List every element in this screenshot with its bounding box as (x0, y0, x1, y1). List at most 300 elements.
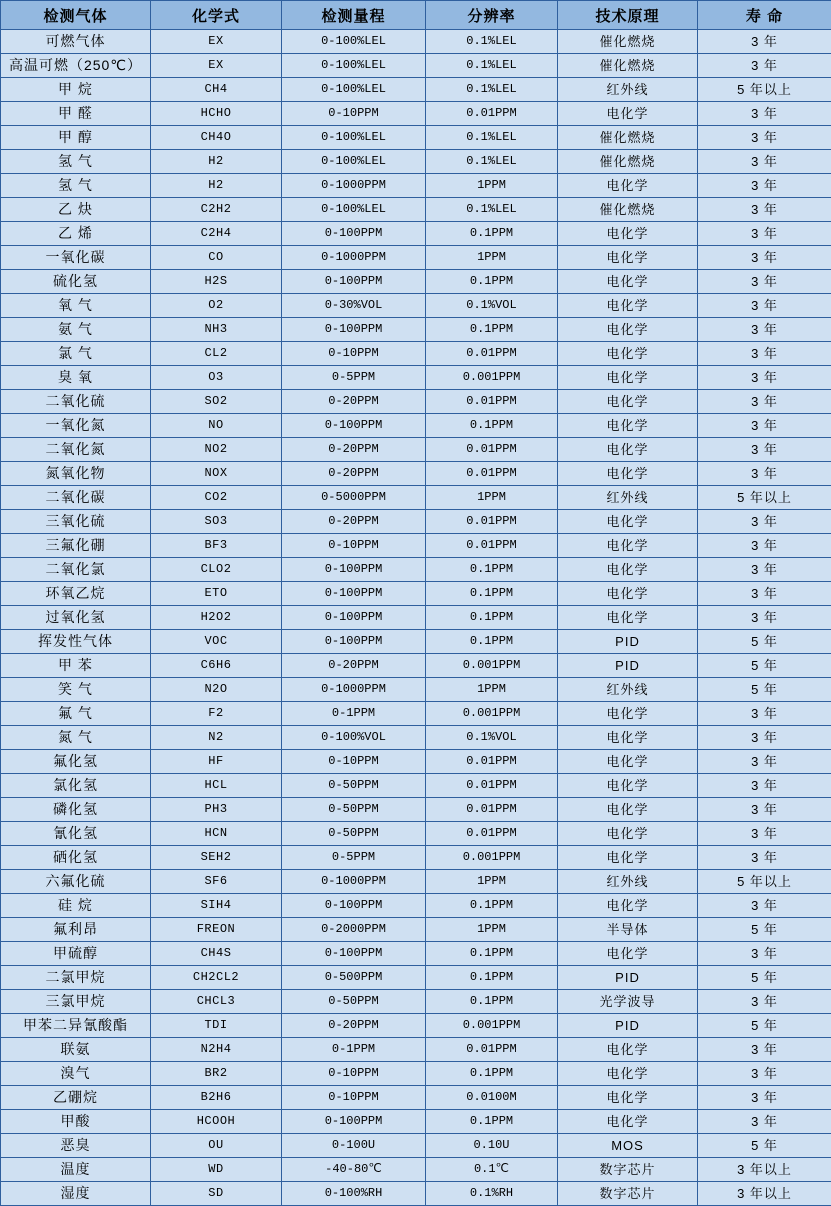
cell-lifespan: 5 年以上 (698, 486, 831, 510)
cell-resolution: 0.1%VOL (426, 294, 558, 318)
table-row (1, 822, 831, 846)
cell-lifespan: 3 年 (698, 222, 831, 246)
cell-lifespan: 5 年 (698, 966, 831, 990)
cell-lifespan: 3 年 (698, 102, 831, 126)
cell-technical-principle: 电化学 (558, 294, 698, 318)
table-row (1, 222, 831, 246)
column-header-gas-name: 检测气体 (1, 1, 151, 30)
cell-chemical-formula: VOC (151, 630, 282, 654)
cell-detection-range: -40-80℃ (282, 1158, 426, 1182)
cell-resolution: 0.001PPM (426, 846, 558, 870)
cell-resolution: 0.01PPM (426, 750, 558, 774)
table-row (1, 366, 831, 390)
cell-detection-range: 0-100%RH (282, 1182, 426, 1206)
cell-lifespan: 3 年 (698, 726, 831, 750)
cell-chemical-formula: SF6 (151, 870, 282, 894)
cell-lifespan: 5 年 (698, 1134, 831, 1158)
table-row (1, 1038, 831, 1062)
cell-technical-principle: PID (558, 966, 698, 990)
table-row (1, 942, 831, 966)
cell-lifespan: 3 年 (698, 126, 831, 150)
table-row (1, 510, 831, 534)
table-row (1, 966, 831, 990)
cell-technical-principle: 电化学 (558, 582, 698, 606)
cell-chemical-formula: H2S (151, 270, 282, 294)
cell-gas-name: 甲酸 (1, 1110, 151, 1134)
cell-chemical-formula: CO2 (151, 486, 282, 510)
cell-technical-principle: 电化学 (558, 246, 698, 270)
cell-lifespan: 3 年 (698, 606, 831, 630)
cell-chemical-formula: WD (151, 1158, 282, 1182)
cell-resolution: 0.1PPM (426, 582, 558, 606)
cell-technical-principle: 催化燃烧 (558, 54, 698, 78)
cell-resolution: 0.1%LEL (426, 54, 558, 78)
cell-technical-principle: 电化学 (558, 1062, 698, 1086)
cell-gas-name: 甲 醛 (1, 102, 151, 126)
cell-technical-principle: 电化学 (558, 798, 698, 822)
cell-detection-range: 0-1000PPM (282, 174, 426, 198)
cell-resolution: 0.1PPM (426, 606, 558, 630)
cell-technical-principle: 电化学 (558, 726, 698, 750)
cell-technical-principle: PID (558, 654, 698, 678)
cell-lifespan: 3 年 (698, 246, 831, 270)
cell-lifespan: 3 年 (698, 702, 831, 726)
cell-detection-range: 0-100%VOL (282, 726, 426, 750)
cell-gas-name: 恶臭 (1, 1134, 151, 1158)
cell-gas-name: 氰化氢 (1, 822, 151, 846)
table-row (1, 846, 831, 870)
cell-technical-principle: 电化学 (558, 1038, 698, 1062)
cell-gas-name: 氮 气 (1, 726, 151, 750)
cell-lifespan: 3 年 (698, 318, 831, 342)
cell-resolution: 0.01PPM (426, 102, 558, 126)
table-row (1, 750, 831, 774)
cell-technical-principle: 红外线 (558, 486, 698, 510)
cell-technical-principle: 电化学 (558, 342, 698, 366)
table-row (1, 678, 831, 702)
cell-chemical-formula: H2 (151, 174, 282, 198)
cell-technical-principle: 电化学 (558, 438, 698, 462)
table-row (1, 30, 831, 54)
cell-detection-range: 0-100PPM (282, 894, 426, 918)
cell-gas-name: 三氧化硫 (1, 510, 151, 534)
cell-technical-principle: 电化学 (558, 774, 698, 798)
cell-detection-range: 0-100PPM (282, 630, 426, 654)
cell-technical-principle: 电化学 (558, 846, 698, 870)
table-row (1, 78, 831, 102)
cell-detection-range: 0-50PPM (282, 774, 426, 798)
cell-chemical-formula: HF (151, 750, 282, 774)
cell-resolution: 0.1%RH (426, 1182, 558, 1206)
cell-resolution: 0.1PPM (426, 1062, 558, 1086)
cell-lifespan: 3 年 (698, 390, 831, 414)
cell-gas-name: 甲 苯 (1, 654, 151, 678)
cell-lifespan: 3 年 (698, 942, 831, 966)
cell-detection-range: 0-100PPM (282, 222, 426, 246)
table-row (1, 870, 831, 894)
table-row (1, 558, 831, 582)
cell-gas-name: 三氯甲烷 (1, 990, 151, 1014)
cell-chemical-formula: CH4O (151, 126, 282, 150)
table-row (1, 918, 831, 942)
cell-resolution: 0.1PPM (426, 270, 558, 294)
cell-gas-name: 硅 烷 (1, 894, 151, 918)
cell-technical-principle: 红外线 (558, 870, 698, 894)
cell-chemical-formula: NO2 (151, 438, 282, 462)
cell-lifespan: 3 年 (698, 798, 831, 822)
cell-gas-name: 磷化氢 (1, 798, 151, 822)
table-row (1, 1014, 831, 1038)
cell-chemical-formula: EX (151, 54, 282, 78)
cell-gas-name: 氧 气 (1, 294, 151, 318)
cell-resolution: 0.1PPM (426, 318, 558, 342)
cell-lifespan: 5 年以上 (698, 870, 831, 894)
cell-resolution: 0.01PPM (426, 342, 558, 366)
cell-chemical-formula: SIH4 (151, 894, 282, 918)
cell-resolution: 0.001PPM (426, 1014, 558, 1038)
cell-technical-principle: 电化学 (558, 510, 698, 534)
cell-chemical-formula: CL2 (151, 342, 282, 366)
table-row (1, 774, 831, 798)
cell-gas-name: 二氧化氮 (1, 438, 151, 462)
cell-chemical-formula: PH3 (151, 798, 282, 822)
cell-technical-principle: 光学波导 (558, 990, 698, 1014)
cell-detection-range: 0-1PPM (282, 702, 426, 726)
cell-lifespan: 3 年 (698, 30, 831, 54)
cell-gas-name: 硫化氢 (1, 270, 151, 294)
cell-detection-range: 0-20PPM (282, 390, 426, 414)
cell-detection-range: 0-5000PPM (282, 486, 426, 510)
cell-lifespan: 5 年 (698, 1014, 831, 1038)
cell-resolution: 1PPM (426, 870, 558, 894)
cell-resolution: 1PPM (426, 486, 558, 510)
cell-detection-range: 0-100%LEL (282, 198, 426, 222)
table-row (1, 702, 831, 726)
cell-gas-name: 二氧化碳 (1, 486, 151, 510)
cell-resolution: 0.10U (426, 1134, 558, 1158)
cell-resolution: 0.1%LEL (426, 198, 558, 222)
table-row (1, 1182, 831, 1206)
cell-resolution: 0.1PPM (426, 966, 558, 990)
cell-resolution: 0.1%LEL (426, 30, 558, 54)
cell-detection-range: 0-20PPM (282, 510, 426, 534)
cell-resolution: 0.01PPM (426, 822, 558, 846)
cell-technical-principle: 催化燃烧 (558, 198, 698, 222)
cell-detection-range: 0-1PPM (282, 1038, 426, 1062)
cell-gas-name: 二氧化氯 (1, 558, 151, 582)
cell-lifespan: 3 年 (698, 198, 831, 222)
table-row (1, 1158, 831, 1182)
cell-resolution: 0.1%LEL (426, 150, 558, 174)
cell-lifespan: 3 年 (698, 558, 831, 582)
cell-chemical-formula: FREON (151, 918, 282, 942)
cell-chemical-formula: N2O (151, 678, 282, 702)
cell-technical-principle: 电化学 (558, 606, 698, 630)
cell-gas-name: 乙 炔 (1, 198, 151, 222)
cell-resolution: 1PPM (426, 918, 558, 942)
cell-gas-name: 氟利昂 (1, 918, 151, 942)
cell-resolution: 1PPM (426, 246, 558, 270)
cell-detection-range: 0-100PPM (282, 942, 426, 966)
cell-detection-range: 0-20PPM (282, 1014, 426, 1038)
cell-detection-range: 0-10PPM (282, 102, 426, 126)
cell-technical-principle: 电化学 (558, 174, 698, 198)
table-row (1, 1110, 831, 1134)
cell-resolution: 0.001PPM (426, 654, 558, 678)
cell-lifespan: 3 年 (698, 1062, 831, 1086)
cell-lifespan: 3 年 (698, 438, 831, 462)
cell-gas-name: 乙 烯 (1, 222, 151, 246)
table-row (1, 342, 831, 366)
cell-gas-name: 过氧化氢 (1, 606, 151, 630)
table-row (1, 894, 831, 918)
table-row (1, 318, 831, 342)
cell-chemical-formula: NO (151, 414, 282, 438)
header-row (1, 1, 831, 30)
cell-gas-name: 氢 气 (1, 150, 151, 174)
cell-gas-name: 甲苯二异氰酸酯 (1, 1014, 151, 1038)
cell-technical-principle: 电化学 (558, 366, 698, 390)
cell-chemical-formula: H2 (151, 150, 282, 174)
cell-chemical-formula: CHCL3 (151, 990, 282, 1014)
cell-gas-name: 氯化氢 (1, 774, 151, 798)
cell-resolution: 0.01PPM (426, 774, 558, 798)
cell-technical-principle: 电化学 (558, 534, 698, 558)
cell-detection-range: 0-10PPM (282, 1086, 426, 1110)
cell-chemical-formula: N2 (151, 726, 282, 750)
cell-resolution: 0.1PPM (426, 894, 558, 918)
table-row (1, 270, 831, 294)
column-header-chemical-formula: 化学式 (151, 1, 282, 30)
cell-detection-range: 0-100PPM (282, 582, 426, 606)
cell-gas-name: 甲硫醇 (1, 942, 151, 966)
cell-resolution: 0.1PPM (426, 630, 558, 654)
cell-technical-principle: 电化学 (558, 414, 698, 438)
cell-gas-name: 二氯甲烷 (1, 966, 151, 990)
cell-chemical-formula: C6H6 (151, 654, 282, 678)
cell-detection-range: 0-100%LEL (282, 78, 426, 102)
cell-lifespan: 3 年 (698, 342, 831, 366)
table-header (1, 1, 831, 30)
cell-gas-name: 环氧乙烷 (1, 582, 151, 606)
table-row (1, 102, 831, 126)
cell-chemical-formula: CH4 (151, 78, 282, 102)
cell-chemical-formula: SD (151, 1182, 282, 1206)
cell-detection-range: 0-100PPM (282, 414, 426, 438)
cell-chemical-formula: CLO2 (151, 558, 282, 582)
cell-chemical-formula: CH2CL2 (151, 966, 282, 990)
cell-detection-range: 0-100U (282, 1134, 426, 1158)
table-row (1, 630, 831, 654)
cell-chemical-formula: HCL (151, 774, 282, 798)
cell-chemical-formula: H2O2 (151, 606, 282, 630)
cell-lifespan: 3 年 (698, 774, 831, 798)
cell-technical-principle: 电化学 (558, 1086, 698, 1110)
cell-resolution: 0.001PPM (426, 702, 558, 726)
cell-detection-range: 0-10PPM (282, 1062, 426, 1086)
cell-technical-principle: 红外线 (558, 678, 698, 702)
cell-chemical-formula: HCHO (151, 102, 282, 126)
cell-technical-principle: PID (558, 630, 698, 654)
cell-chemical-formula: OU (151, 1134, 282, 1158)
table-row (1, 390, 831, 414)
cell-detection-range: 0-50PPM (282, 990, 426, 1014)
cell-technical-principle: MOS (558, 1134, 698, 1158)
table-row (1, 126, 831, 150)
column-header-resolution: 分辨率 (426, 1, 558, 30)
cell-technical-principle: 电化学 (558, 390, 698, 414)
cell-chemical-formula: ETO (151, 582, 282, 606)
cell-lifespan: 3 年 (698, 822, 831, 846)
table-row (1, 150, 831, 174)
cell-gas-name: 温度 (1, 1158, 151, 1182)
cell-technical-principle: 催化燃烧 (558, 150, 698, 174)
cell-gas-name: 氟 气 (1, 702, 151, 726)
cell-resolution: 0.01PPM (426, 462, 558, 486)
cell-technical-principle: 半导体 (558, 918, 698, 942)
cell-detection-range: 0-20PPM (282, 654, 426, 678)
cell-gas-name: 六氟化硫 (1, 870, 151, 894)
cell-gas-name: 臭 氧 (1, 366, 151, 390)
cell-lifespan: 3 年 (698, 1038, 831, 1062)
cell-technical-principle: 电化学 (558, 102, 698, 126)
cell-gas-name: 一氧化碳 (1, 246, 151, 270)
cell-gas-name: 氨 气 (1, 318, 151, 342)
cell-chemical-formula: SEH2 (151, 846, 282, 870)
cell-technical-principle: 数字芯片 (558, 1182, 698, 1206)
cell-detection-range: 0-100PPM (282, 270, 426, 294)
cell-detection-range: 0-100%LEL (282, 54, 426, 78)
cell-lifespan: 3 年 (698, 582, 831, 606)
cell-chemical-formula: TDI (151, 1014, 282, 1038)
cell-lifespan: 3 年 (698, 270, 831, 294)
cell-gas-name: 联氨 (1, 1038, 151, 1062)
cell-detection-range: 0-1000PPM (282, 870, 426, 894)
cell-lifespan: 3 年 (698, 54, 831, 78)
cell-resolution: 0.01PPM (426, 390, 558, 414)
cell-resolution: 1PPM (426, 174, 558, 198)
table-row (1, 990, 831, 1014)
cell-gas-name: 可燃气体 (1, 30, 151, 54)
table-row (1, 486, 831, 510)
cell-technical-principle: 电化学 (558, 462, 698, 486)
table-row (1, 462, 831, 486)
cell-resolution: 0.1PPM (426, 222, 558, 246)
table-row (1, 294, 831, 318)
cell-gas-name: 笑 气 (1, 678, 151, 702)
cell-gas-name: 氢 气 (1, 174, 151, 198)
table-row (1, 798, 831, 822)
cell-lifespan: 3 年 (698, 990, 831, 1014)
cell-detection-range: 0-5PPM (282, 846, 426, 870)
cell-gas-name: 硒化氢 (1, 846, 151, 870)
cell-lifespan: 3 年 (698, 150, 831, 174)
cell-gas-name: 甲 醇 (1, 126, 151, 150)
cell-detection-range: 0-100PPM (282, 1110, 426, 1134)
cell-resolution: 0.1%LEL (426, 78, 558, 102)
cell-detection-range: 0-100PPM (282, 606, 426, 630)
cell-lifespan: 5 年 (698, 630, 831, 654)
cell-detection-range: 0-100%LEL (282, 30, 426, 54)
cell-gas-name: 挥发性气体 (1, 630, 151, 654)
cell-resolution: 0.1PPM (426, 1110, 558, 1134)
cell-gas-name: 二氧化硫 (1, 390, 151, 414)
cell-technical-principle: 数字芯片 (558, 1158, 698, 1182)
cell-chemical-formula: O3 (151, 366, 282, 390)
cell-chemical-formula: BF3 (151, 534, 282, 558)
cell-lifespan: 5 年 (698, 678, 831, 702)
cell-chemical-formula: F2 (151, 702, 282, 726)
table-row (1, 414, 831, 438)
cell-detection-range: 0-20PPM (282, 462, 426, 486)
cell-technical-principle: 电化学 (558, 1110, 698, 1134)
cell-detection-range: 0-2000PPM (282, 918, 426, 942)
table-row (1, 1062, 831, 1086)
table-row (1, 54, 831, 78)
cell-lifespan: 3 年 (698, 1086, 831, 1110)
cell-lifespan: 3 年 (698, 846, 831, 870)
cell-resolution: 0.1PPM (426, 414, 558, 438)
cell-technical-principle: 电化学 (558, 894, 698, 918)
cell-lifespan: 3 年 (698, 294, 831, 318)
cell-lifespan: 3 年 (698, 462, 831, 486)
cell-detection-range: 0-30%VOL (282, 294, 426, 318)
cell-lifespan: 5 年 (698, 918, 831, 942)
cell-resolution: 0.001PPM (426, 366, 558, 390)
column-header-lifespan: 寿 命 (698, 1, 831, 30)
cell-resolution: 0.0100M (426, 1086, 558, 1110)
cell-resolution: 0.01PPM (426, 1038, 558, 1062)
cell-lifespan: 3 年以上 (698, 1158, 831, 1182)
cell-detection-range: 0-50PPM (282, 822, 426, 846)
cell-gas-name: 乙硼烷 (1, 1086, 151, 1110)
cell-detection-range: 0-10PPM (282, 342, 426, 366)
cell-gas-name: 氟化氢 (1, 750, 151, 774)
cell-detection-range: 0-500PPM (282, 966, 426, 990)
cell-technical-principle: 电化学 (558, 270, 698, 294)
cell-technical-principle: 催化燃烧 (558, 126, 698, 150)
cell-gas-name: 甲 烷 (1, 78, 151, 102)
column-header-detection-range: 检测量程 (282, 1, 426, 30)
table-row (1, 438, 831, 462)
cell-technical-principle: 电化学 (558, 318, 698, 342)
cell-detection-range: 0-50PPM (282, 798, 426, 822)
cell-detection-range: 0-1000PPM (282, 246, 426, 270)
cell-lifespan: 3 年 (698, 1110, 831, 1134)
table-row (1, 582, 831, 606)
cell-chemical-formula: HCN (151, 822, 282, 846)
cell-chemical-formula: EX (151, 30, 282, 54)
cell-chemical-formula: BR2 (151, 1062, 282, 1086)
cell-resolution: 0.1℃ (426, 1158, 558, 1182)
cell-resolution: 0.1%LEL (426, 126, 558, 150)
cell-lifespan: 5 年以上 (698, 78, 831, 102)
cell-chemical-formula: SO3 (151, 510, 282, 534)
table-row (1, 654, 831, 678)
cell-lifespan: 5 年 (698, 654, 831, 678)
table-row (1, 534, 831, 558)
column-header-technical-principle: 技术原理 (558, 1, 698, 30)
cell-chemical-formula: C2H4 (151, 222, 282, 246)
table-row (1, 606, 831, 630)
cell-chemical-formula: B2H6 (151, 1086, 282, 1110)
cell-gas-name: 氯 气 (1, 342, 151, 366)
table-body (1, 30, 831, 1206)
cell-chemical-formula: HCOOH (151, 1110, 282, 1134)
cell-lifespan: 3 年 (698, 894, 831, 918)
cell-chemical-formula: SO2 (151, 390, 282, 414)
cell-resolution: 0.1PPM (426, 990, 558, 1014)
